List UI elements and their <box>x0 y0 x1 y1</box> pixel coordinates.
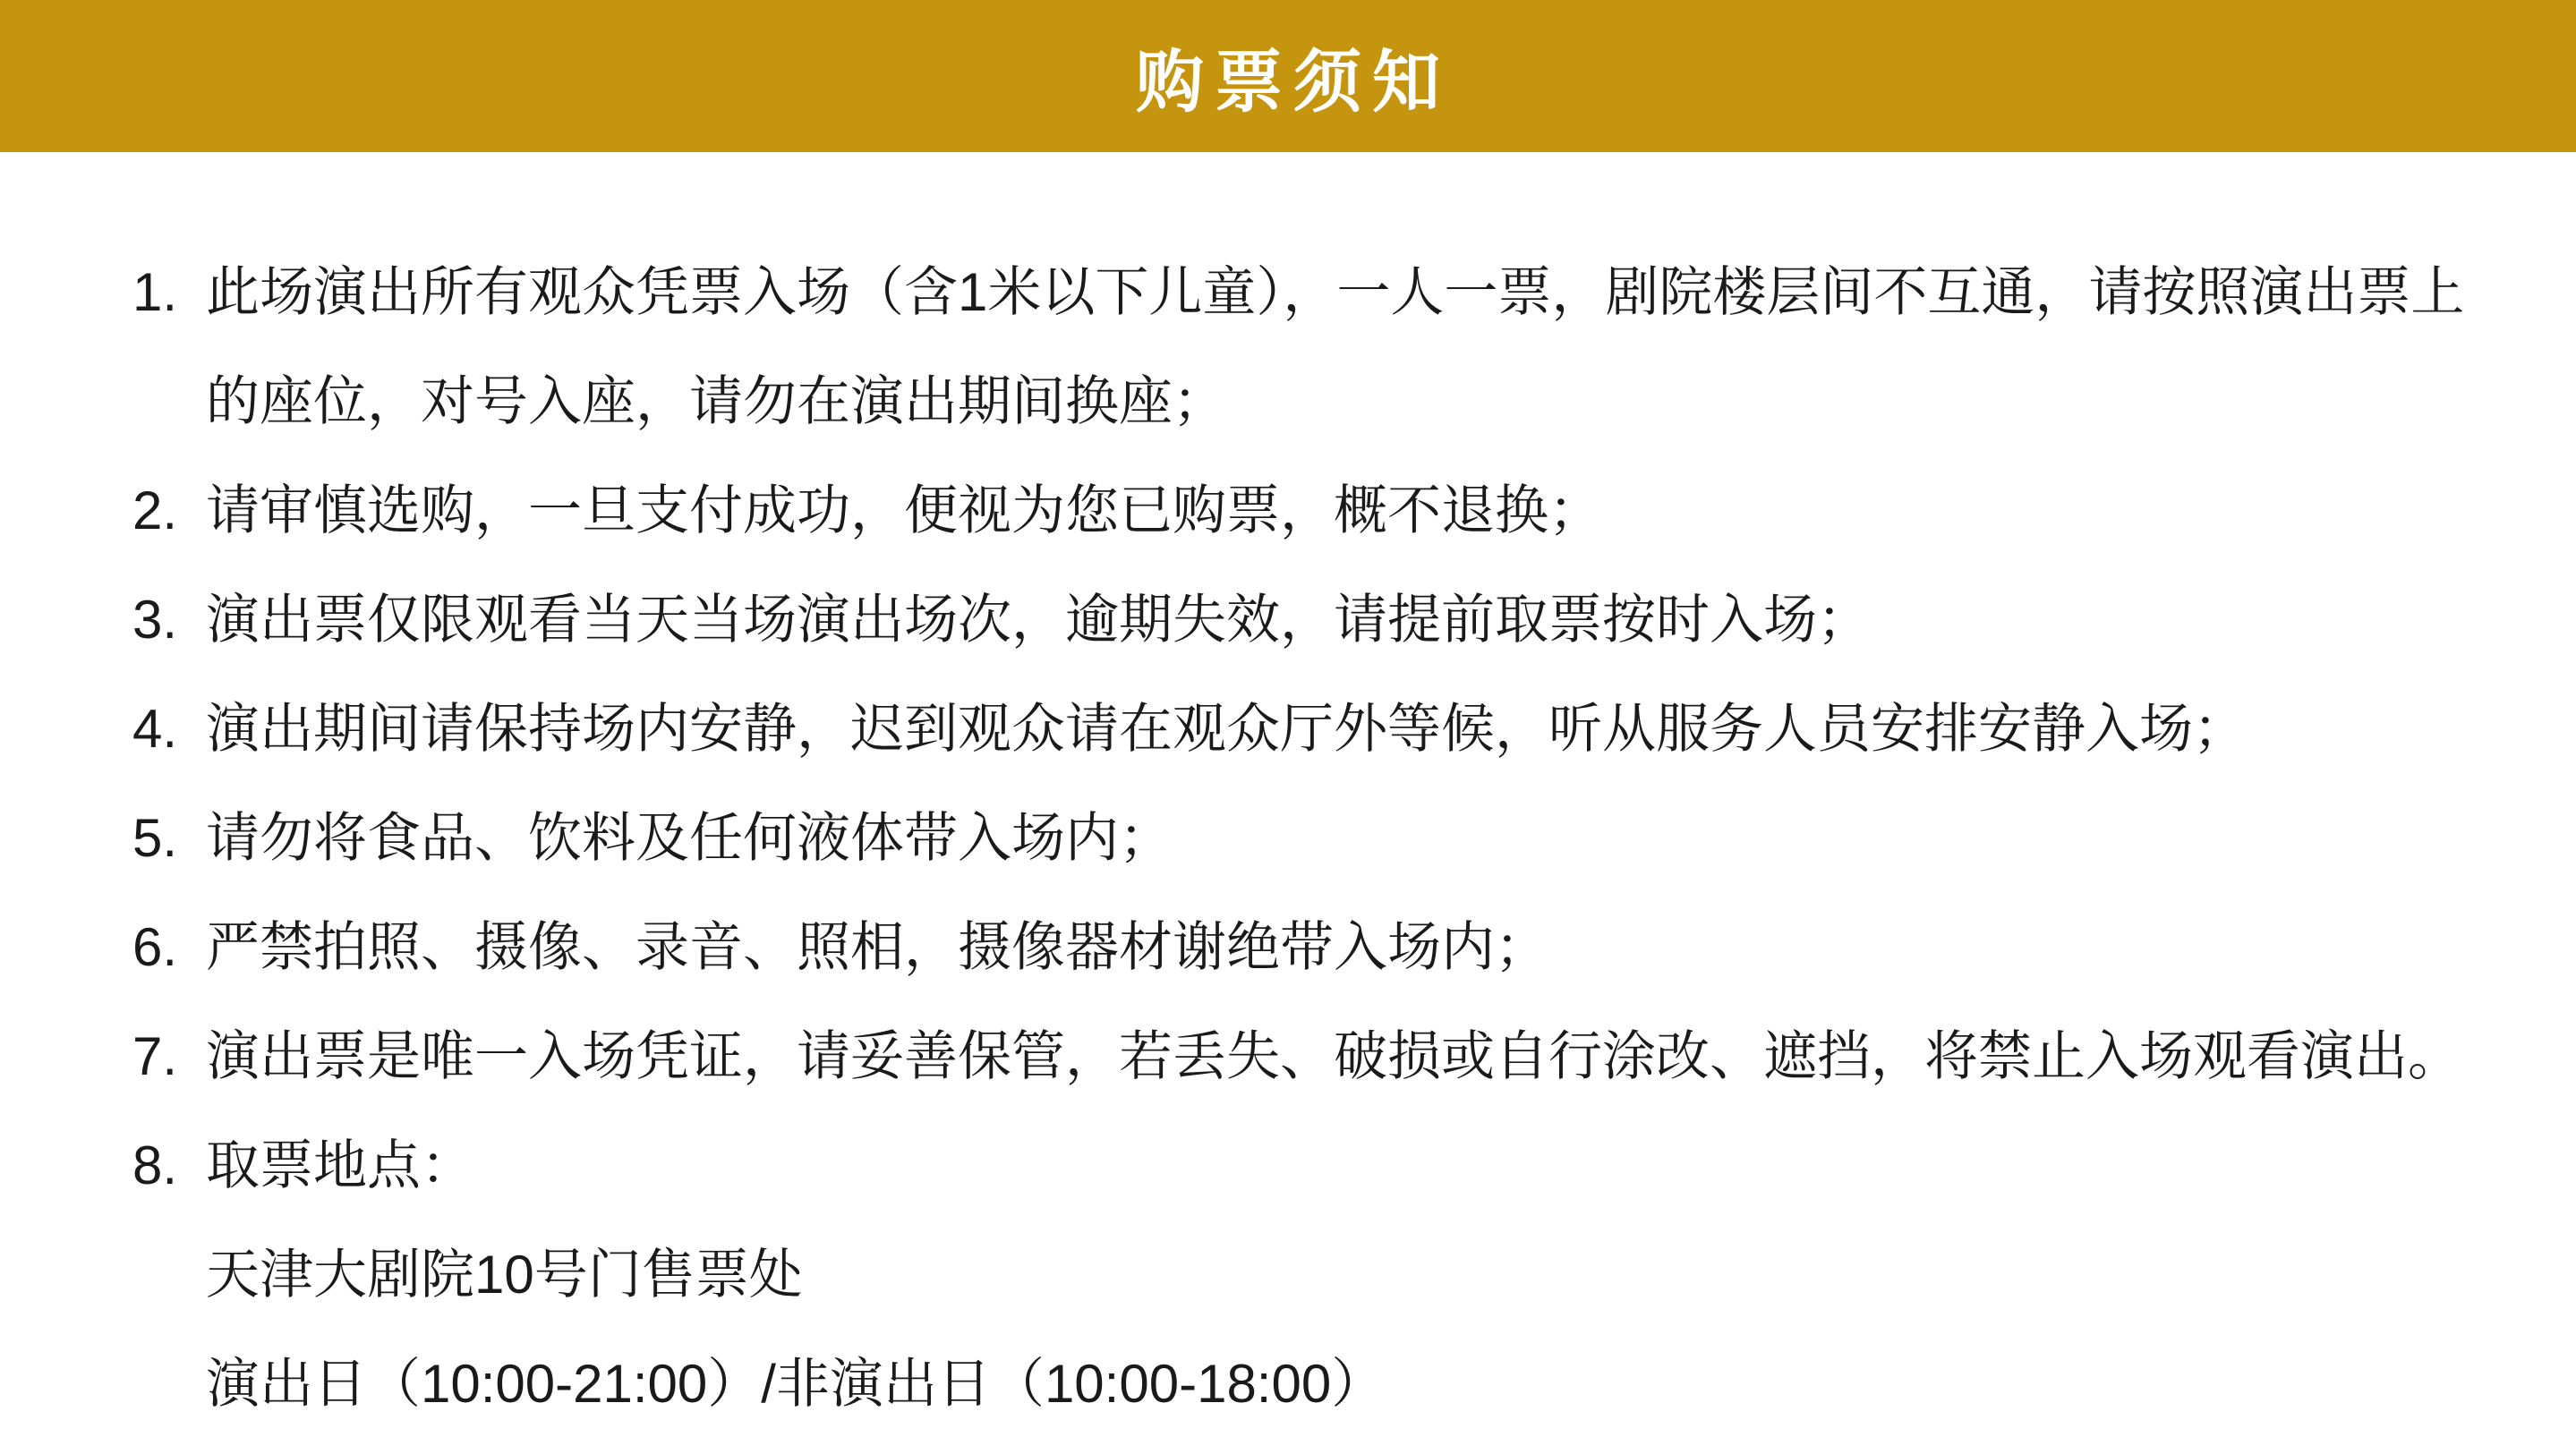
item-text: 此场演出所有观众凭票入场（含1米以下儿童），一人一票，剧院楼层间不互通，请按照演出票上的座位，对号入座，请勿在演出期间换座； <box>206 262 2465 431</box>
item-number: 2. <box>132 480 178 540</box>
header-bar <box>0 0 2576 152</box>
list-item-3 <box>132 565 2475 675</box>
item-text: 演出期间请保持场内安静，迟到观众请在观众厅外等候，听从服务人员安排安静入场； <box>206 699 2247 759</box>
item-text: 请勿将食品、饮料及任何液体带入场内； <box>206 808 1173 868</box>
list-item-5 <box>132 784 2475 893</box>
notice-list <box>132 238 2475 1437</box>
item-text: 取票地点： <box>206 1135 474 1195</box>
list-item-2 <box>132 456 2475 565</box>
item-number: 6. <box>132 917 178 977</box>
list-item-8 <box>132 1111 2475 1220</box>
page-title: 购票须知 <box>1136 44 1451 121</box>
item-text: 演出票是唯一入场凭证，请妥善保管，若丢失、破损或自行涂改、遮挡，将禁止入场观看演出。 <box>206 1026 2461 1086</box>
item-text: 严禁拍照、摄像、录音、照相，摄像器材谢绝带入场内； <box>206 917 1548 977</box>
list-item-4 <box>132 675 2475 784</box>
item-text: 请审慎选购，一旦支付成功，便视为您已购票，概不退换； <box>206 480 1602 540</box>
item-number: 5. <box>132 808 178 868</box>
item-number: 3. <box>132 590 178 650</box>
item-number: 1. <box>132 262 178 322</box>
item-text: 演出票仅限观看当天当场演出场次，逾期失效，请提前取票按时入场； <box>206 590 1871 650</box>
list-item-7 <box>132 1002 2475 1111</box>
pickup-hours: 演出日（10:00-21:00）/非演出日（10:00-18:00） <box>206 1354 1386 1414</box>
item-number: 4. <box>132 699 178 759</box>
pickup-location: 天津大剧院10号门售票处 <box>206 1245 803 1305</box>
item-number: 7. <box>132 1026 178 1086</box>
notice-content <box>0 152 2576 1437</box>
item-number: 8. <box>132 1135 178 1195</box>
list-item-1 <box>132 238 2475 456</box>
list-item-6 <box>132 893 2475 1002</box>
